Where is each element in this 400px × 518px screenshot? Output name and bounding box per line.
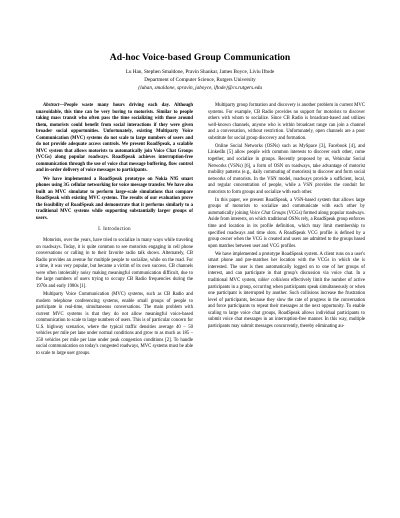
body-paragraph-3	[208, 198, 365, 250]
author-affiliation: Department of Computer Science, Rutgers University	[144, 77, 256, 83]
paper-title: Ad-hoc Voice-based Group Communication	[109, 52, 291, 63]
body-paragraph-4-end: effectively limit the number of active participants in a group, occurring when participants speak simultaneously or when one participant is interrupted by another. Such collisions increase the frustration level of participants, because they slow the rate of progress in the conversation and force participants to repeat their messages at the next opportunity. To enable scaling to large voice chat groups, RoadSpeak allows individual participants to submit voice chat messages in an interruption-free manner. In this way, multiple participants may submit messages concurrently, thereby eliminating au-	[208, 278, 365, 329]
left-column	[36, 103, 193, 359]
author-block	[0, 68, 400, 92]
body-paragraph-3-start: In this paper, we present RoadSpeak, a VSN-based system that allows large groups of motorists to socialize and communicate with each other by automatically joining	[208, 197, 365, 216]
abstract-text: —People waste many hours driving each day. Although unavoidable, this time can be very boring to motorists. Similar to people taking mass transit who often pass the time socializing with those around them, motorists could benefit from social interactions if they were given broader social opportunities. Unfortunately, existing Multiparty Voice Communication (MVC) systems do not scale to large numbers of users and do not provide adequate access controls. We present RoadSpeak, a scalable MVC system that allows motorists to automatically join Voice Chat Groups (VCGs) along popular roadways. RoadSpeak achieves interruption-free communication through the use of voice chat message buffering, flow control and in-order delivery of voice messages to participants.	[36, 103, 193, 174]
intro-paragraph-1: Motorists, over the years, have tried to socialize in many ways while traveling on roadways. Today, it is quite common to see motorists engaging in cell phone conversations or calling in to their favorite radio talk shows. Alternately, CB Radio provides an avenue for multiple people to socialize, while on the road. For a time, it was very popular, but became a victim of its own success. CB channels were often intolerably noisy making meaningful communication difficult, due to the large numbers of users trying to occupy CB Radio frequencies during the 1970s and early 1980s [1].	[36, 237, 193, 289]
body-paragraph-3-end: (VCGs) formed along popular roadways. Aside from interests, on which traditional OSNs rely, a RoadSpeak group enforces time and location in its profile definition, which may limit membership to specified roadways and time slots. A RoadSpeak VCG profile is defined by a group owner when the VCG is created and users are admitted to the groups based upon matches between user and VCG profiles.	[208, 210, 365, 249]
author-emails: {luhan, smaldone, spravin, jaboyce, iftode}@cs.rutgers.edu	[138, 85, 262, 91]
abstract-label: Abstract	[43, 103, 60, 108]
body-paragraph-3-emphasis: Voice Chat Groups	[249, 210, 286, 216]
author-names: Lu Han, Stephen Smaldone, Pravin Shankar, James Boyce, Liviu Iftode	[125, 69, 275, 75]
body-paragraph-4-start: We have implemented a prototype RoadSpeak system. A client runs on a user's smart phone and pre-matches her location with the VCGs in which she is interested. The user is then automatically logged on to one of her groups of interest, and can participate in that group's discussion via voice chat. In a traditional MVC system,	[208, 251, 365, 283]
intro-paragraph-2: Multiparty Voice Communication (MVC) systems, such as CB Radio and modern telephone conferencing systems, enable small groups of people to participate in real-time, simultaneous conversations. The main problem with current MVC systems is that they do not allow meaningful voice-based communication to scale to large numbers of users. This is of particular concern for U.S. highway scenarios, where the typical traffic densities average 40 – 50 vehicles per mile per lane under normal conditions and grow to as much as 185 – 250 vehicles per mile per lane under peak congestion conditions [2]. To handle social communication on today's congested roadways, MVC systems must be able to scale to large user groups.	[36, 291, 193, 356]
right-column	[208, 103, 365, 332]
body-paragraph-4-emphasis: talker collisions	[258, 278, 290, 283]
body-paragraph-2: Online Social Networks (OSNs) such as MySpace [3], Facebook [4], and LinkedIn [5] allow people with common interests to discover each other, come together, and socialize in groups. Recently proposed by us, Vehicular Social Networks (VSNs) [6], a form of OSN on roadways, take advantage of motorist mobility patterns (e.g., daily commuting of motorists) to discover and form social networks of motorists. In the VSN model, roadways provide a sufficient, local, and regular concentration of people, while a VSN provides the conduit for motorists to form groups and socialize with each other.	[208, 143, 365, 195]
body-paragraph-4	[208, 252, 365, 331]
section-heading-introduction: I. Introduction	[98, 227, 131, 233]
body-paragraph-1: Multiparty group formation and discovery is another problem in current MVC systems. For example, CB Radio provides no support for motorists to discover others with whom to socialize. Since CB Radio is broadcast-based and utilizes well-known channels, anyone who is within broadcast range can join a channel and a conversation, without restriction. Unfortunately, open channels are a poor substitute for social group discovery and formation.	[208, 103, 365, 141]
abstract-paragraph-2: We have implemented a RoadSpeak prototype on Nokia N95 smart phones using 3G cellular networking for voice message transfer. We have also built an MVC simulator to perform large-scale simulations that compare RoadSpeak with existing MVC systems. The results of our evaluation prove the feasibility of RoadSpeak and demonstrate that it performs similarly to a traditional MVC systems while supporting substantially larger groups of users.	[36, 176, 193, 221]
abstract-paragraph	[36, 103, 193, 175]
